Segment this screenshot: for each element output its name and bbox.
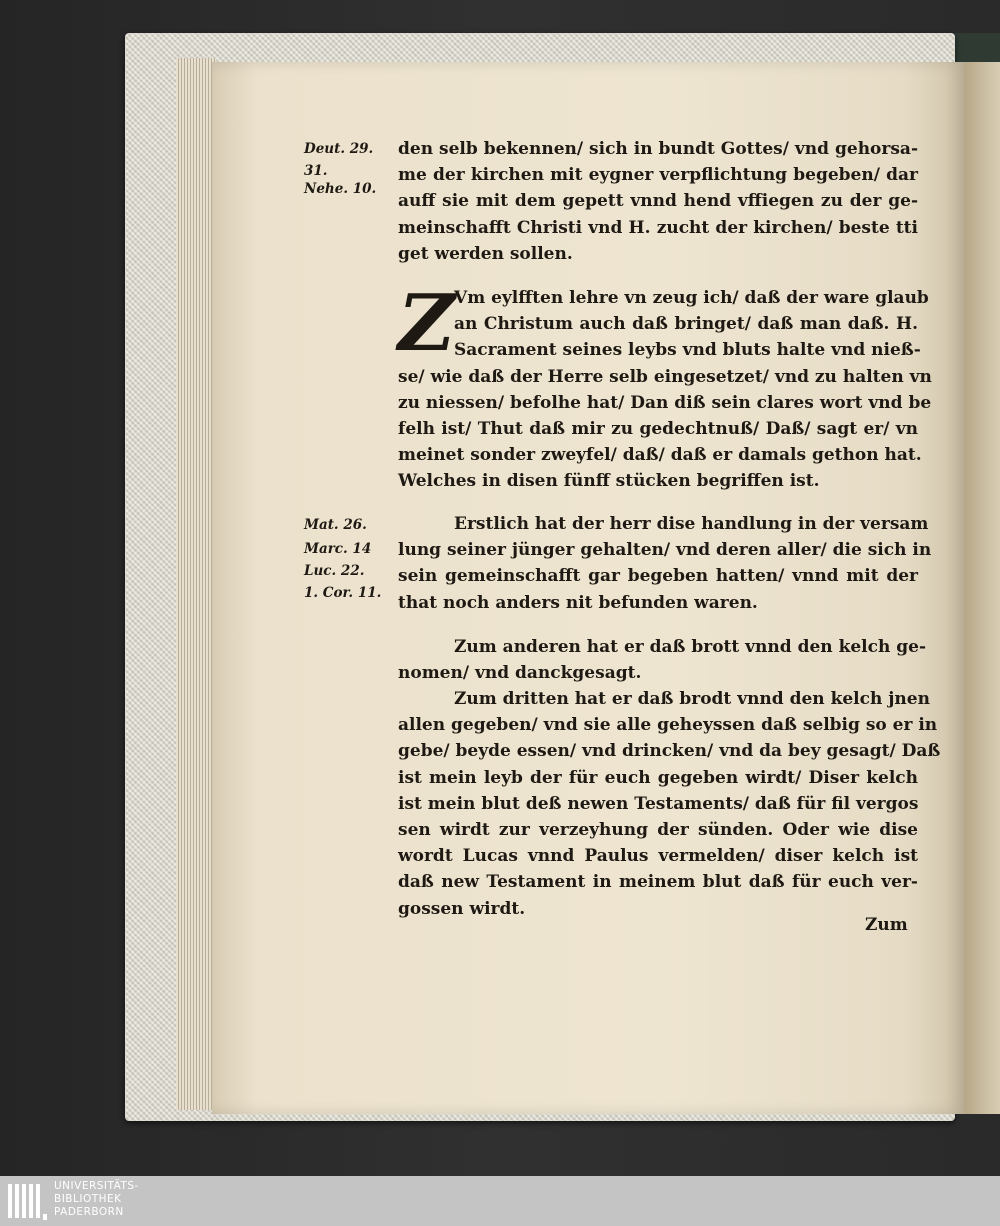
text-line: ist mein blut deß newen Testaments/ daß für fil vergos	[398, 793, 919, 814]
margin-notes-top	[304, 136, 404, 198]
catchword: Zum	[865, 915, 908, 935]
text-line: me der kirchen mit eygner verpflichtung begeben/ dar	[398, 165, 918, 186]
text-line: allen gegeben/ vnd sie alle geheyssen daß selbig so er in	[398, 715, 938, 736]
text-line: ist mein leyb der für euch gegeben wirdt/ Diser kelch	[398, 767, 918, 788]
paragraph-1	[398, 136, 918, 267]
text-line: Zum dritten hat er daß brodt vnnd den kelch jnen	[454, 689, 930, 709]
text-line: den selb bekennen/ sich in bundt Gottes/ vnd gehorsa-	[398, 139, 918, 159]
library-name-line: UNIVERSITÄTS-	[54, 1180, 139, 1192]
margin-note: Mat. 26.	[304, 517, 367, 533]
text-line: sein gemeinschafft gar begeben hatten/ vnnd mit der	[398, 566, 918, 587]
text-line: nomen/ vnd danckgesagt.	[398, 663, 642, 684]
text-line: wordt Lucas vnnd Paulus vermelden/ diser kelch ist	[398, 846, 918, 867]
text-line: get werden sollen.	[398, 243, 573, 264]
margin-note: Deut. 29.	[304, 141, 374, 157]
paragraph-2	[398, 278, 932, 495]
facing-page-edge	[964, 62, 1000, 1114]
text-line: Welches in disen fünff stücken begriffen ist.	[398, 471, 820, 492]
margin-note: 1. Cor. 11.	[304, 585, 382, 601]
text-line: sen wirdt zur verzeyhung der sünden. Oder wie dise	[398, 820, 918, 841]
text-line: se/ wie daß der Herre selb eingesetzet/ vnd zu halten vn	[398, 366, 932, 387]
text-line: gossen wirdt.	[398, 898, 526, 919]
text-line: Zum anderen hat er daß brott vnnd den kelch ge-	[454, 637, 927, 657]
text-line: zu niessen/ befolhe hat/ Dan diß sein clares wort vnd be	[398, 392, 932, 413]
library-name-line: BIBLIOTHEK	[54, 1193, 122, 1205]
library-name-line: PADERBORN	[54, 1206, 124, 1218]
library-footer	[0, 1176, 1000, 1226]
paragraph-4	[398, 634, 927, 686]
text-line: an Christum auch daß bringet/ daß man daß. H.	[454, 314, 918, 335]
paragraph-5	[398, 686, 941, 922]
margin-note: Marc. 14	[304, 541, 372, 557]
margin-note: 31.	[304, 163, 328, 179]
paragraph-3	[398, 511, 932, 616]
drop-initial: Z	[398, 278, 455, 369]
text-line: Erstlich hat der herr dise handlung in der versam	[454, 514, 929, 534]
text-line: gebe/ beyde essen/ vnd drincken/ vnd da bey gesagt/ Daß	[398, 741, 941, 762]
margin-notes-middle	[304, 512, 404, 604]
text-line: lung seiner jünger gehalten/ vnd deren aller/ die sich in	[398, 540, 932, 561]
text-line: Vm eylfften lehre vn zeug ich/ daß der ware glaub	[454, 288, 929, 308]
text-line: Sacrament seines leybs vnd bluts halte vnd nieß-	[454, 340, 921, 361]
text-line: auff sie mit dem gepett vnnd hend vffiegen zu der ge-	[398, 191, 918, 212]
margin-note: Luc. 22.	[304, 563, 365, 579]
text-line: meinschafft Christi vnd H. zucht der kirchen/ beste tti	[398, 217, 918, 238]
page-edges	[176, 58, 216, 1110]
library-logo-icon	[6, 1180, 48, 1222]
text-line: that noch anders nit befunden waren.	[398, 592, 758, 613]
text-line: felh ist/ Thut daß mir zu gedechtnuß/ Daß/ sagt er/ vn	[398, 419, 918, 440]
margin-note: Nehe. 10.	[304, 181, 377, 197]
text-line: meinet sonder zweyfel/ daß/ daß er damals gethon hat.	[398, 445, 922, 466]
text-line: daß new Testament in meinem blut daß für euch ver-	[398, 872, 918, 893]
